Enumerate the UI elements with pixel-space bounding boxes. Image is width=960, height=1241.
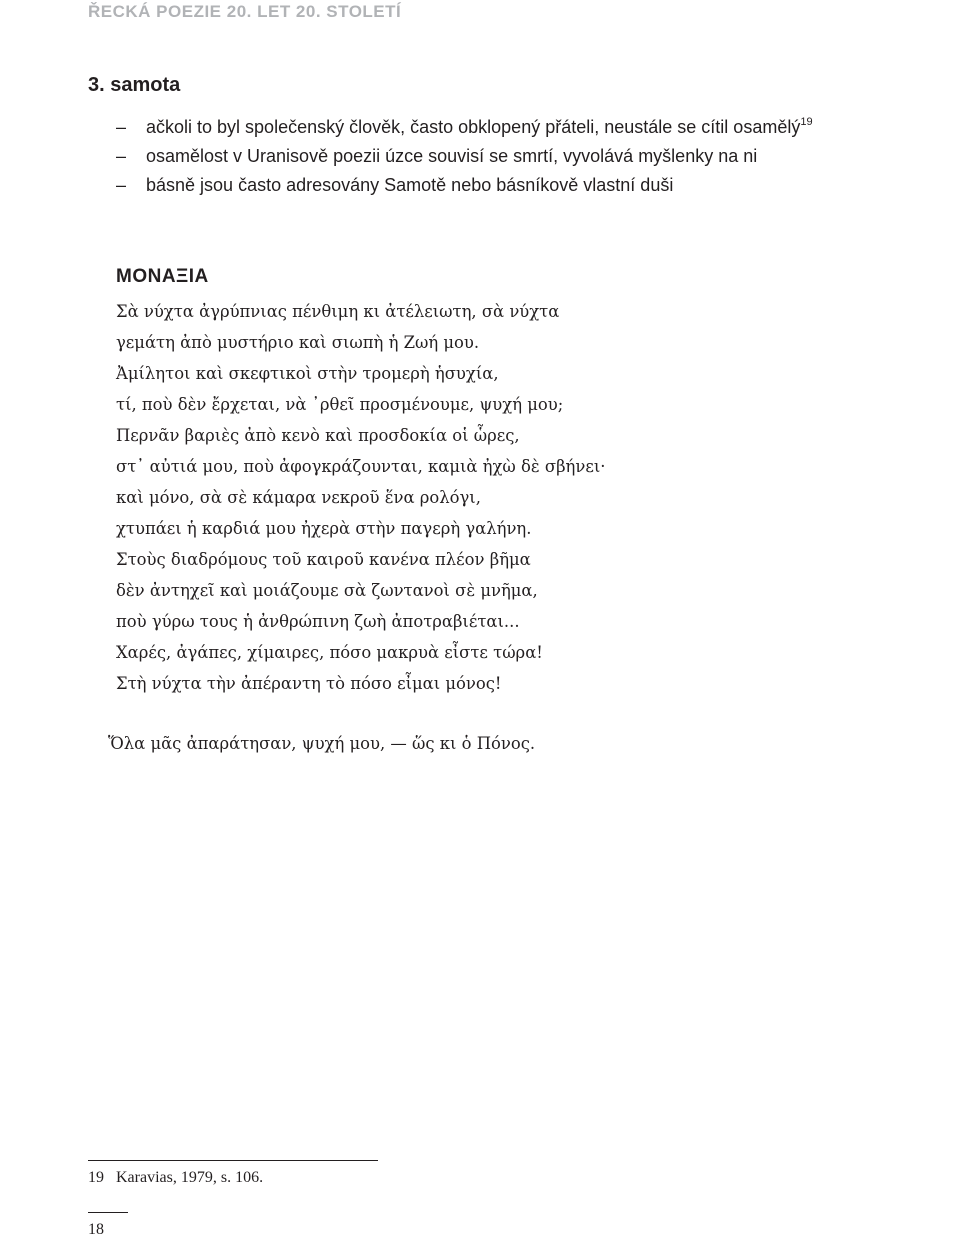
bullet-list <box>88 113 908 200</box>
poem-line: καὶ μόνο, σὰ σὲ κάμαρα νεκροῦ ἕνα ρολόγι, <box>116 488 481 507</box>
bullet-item <box>88 171 908 200</box>
poem-final-line: Ὅλα μᾶς ἀπαράτησαν, ψυχή μου, — ὥς κι ὁ Πόνος. <box>108 734 536 753</box>
poem-line: δὲν ἀντηχεῖ καὶ μοιάζουμε σὰ ζωντανοὶ σὲ μνῆμα, <box>116 581 538 600</box>
bullet-item <box>88 113 908 142</box>
page-number-divider <box>88 1212 128 1213</box>
footnote-divider <box>88 1160 378 1161</box>
page-number: 18 <box>88 1221 104 1238</box>
section-heading: 3. samota <box>88 74 181 96</box>
poem-line: χτυπάει ἡ καρδιά μου ἠχερὰ στὴν παγερὴ γαλήνη. <box>116 519 532 538</box>
poem-line: Ἀμίλητοι καὶ σκεφτικοὶ στὴν τρομερὴ ἡσυχία, <box>116 364 499 383</box>
poem-line: ποὺ γύρω τους ἡ ἀνθρώπινη ζωὴ ἀποτραβιέται... <box>116 612 520 631</box>
bullet-text: ačkoli to byl společenský člověk, často obklopený přáteli, neustále se cítil osamělý$^{19}$ <box>146 116 813 137</box>
poem-line: Στὴ νύχτα τὴν ἀπέραντη τὸ πόσο εἶμαι μόνος! <box>116 674 502 693</box>
bullet-text: básně jsou často adresovány Samotě nebo básníkově vlastní duši <box>146 175 674 195</box>
footnote <box>88 1168 263 1188</box>
bullet-text: osamělost v Uranisově poezii úzce souvisí se smrtí, vyvolává myšlenky na ni <box>146 146 758 166</box>
bullet-dash: – <box>116 175 127 195</box>
bullet-dash: – <box>116 117 127 137</box>
footnote-text: Karavias, 1979, s. 106. <box>116 1169 264 1186</box>
poem-line: Στοὺς διαδρόμους τοῦ καιροῦ κανένα πλέον βῆμα <box>116 550 531 569</box>
poem-line: Περνᾶν βαριὲς ἀπὸ κενὸ καὶ προσδοκία οἱ ὧρες, <box>116 426 520 445</box>
poem-body <box>116 296 605 699</box>
footnote-reference[interactable]: 19 <box>800 116 813 128</box>
bullet-dash: – <box>116 146 127 166</box>
poem-line: γεμάτη ἀπὸ μυστήριο καὶ σιωπὴ ἡ Ζωή μου. <box>116 333 480 352</box>
poem-line: Σὰ νύχτα ἀγρύπνιας πένθιμη κι ἀτέλειωτη, σὰ νύχτα <box>116 302 560 321</box>
poem-line: τί, ποὺ δὲν ἔρχεται, νὰ ᾿ρθεῖ προσμένουμε, ψυχή μου; <box>116 395 564 414</box>
poem-line: στ᾿ αὐτιά μου, ποὺ ἀφογκράζουνται, καμιὰ ἠχὼ δὲ σβήνει· <box>116 457 606 476</box>
bullet-item <box>88 142 908 171</box>
footnote-number: 19 <box>88 1169 104 1186</box>
poem-line: Χαρές, ἀγάπες, χίμαιρες, πόσο μακρυὰ εἶστε τώρα! <box>116 643 543 662</box>
poem-title: ΜΟΝΑΞΙΑ <box>116 266 209 287</box>
running-header: ŘECKÁ POEZIE 20. LET 20. STOLETÍ <box>88 2 402 21</box>
